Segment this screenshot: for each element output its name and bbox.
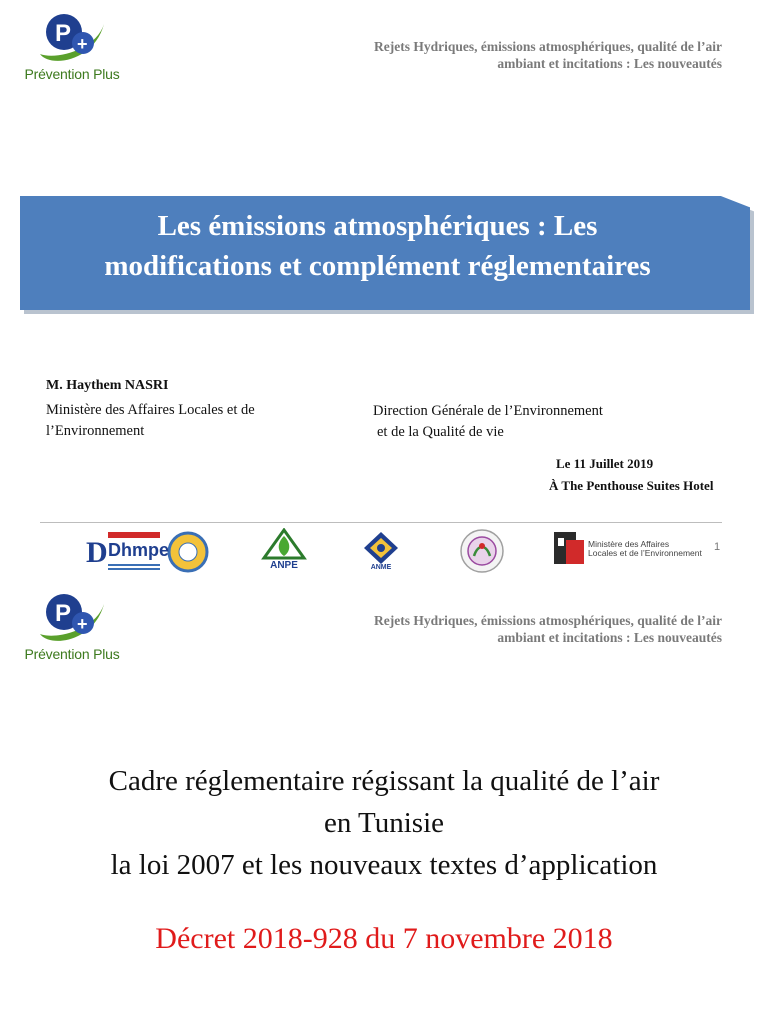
prevention-plus-logo [22, 10, 122, 90]
slide-header-title [302, 38, 722, 72]
author-organization [46, 400, 316, 442]
ministry-logo [552, 528, 702, 574]
banner-title-line: modifications et complément réglementaires [104, 250, 651, 282]
event-date: Le 11 Juillet 2019 [556, 456, 654, 471]
slide-header-title [302, 612, 722, 646]
svg-text:D: D [86, 536, 108, 569]
ministry-emblem-icon [552, 528, 586, 568]
dhmpe-logo [84, 528, 210, 574]
decree-reference: Décret 2018-928 du 7 novembre 2018 [155, 922, 613, 955]
author-org-line: Ministère des Affaires Locales et de [46, 402, 255, 418]
header-line: ambiant et incitations : Les nouveautés [497, 630, 722, 645]
direction-line: Direction Générale de l’Environnement [373, 403, 603, 419]
svg-text:P: P [55, 20, 72, 47]
divider [40, 522, 722, 523]
header-line: Rejets Hydriques, émissions atmosphériques, qualité de l’air [373, 39, 722, 54]
ministry-label-line: Ministère des Affaires [588, 539, 670, 549]
logo-text: Prévention Plus [24, 646, 120, 662]
prevention-plus-logo-icon [36, 590, 108, 646]
svg-text:P: P [55, 600, 72, 627]
anpe-label: ANPE [270, 560, 298, 571]
banner-title [20, 206, 735, 286]
ministry-label-line: Locales et de l’Environnement [588, 548, 702, 558]
emblem-logo-icon [458, 528, 506, 574]
emblem-logo [458, 528, 506, 574]
prevention-plus-logo-icon [36, 10, 108, 66]
slide2-title-line: la loi 2007 et les nouveaux textes d’application [110, 849, 658, 881]
slide2-title-line: en Tunisie [323, 807, 445, 839]
anme-logo-icon [358, 528, 404, 566]
dhmpe-label: Dhmpe [108, 540, 170, 560]
page-number: 1 [714, 541, 721, 553]
svg-text:+: + [77, 34, 88, 54]
direction-line: et de la Qualité de vie [377, 424, 504, 440]
ministry-label [588, 540, 702, 558]
header-line: Rejets Hydriques, émissions atmosphériques, qualité de l’air [373, 613, 722, 628]
author-name: M. Haythem NASRI [46, 378, 169, 393]
anme-label: ANME [370, 564, 392, 571]
svg-text:+: + [77, 614, 88, 634]
prevention-plus-logo [22, 590, 122, 670]
direction-generale [373, 401, 673, 443]
slide2-title [30, 760, 738, 886]
anpe-logo [258, 528, 310, 574]
banner-title-line: Les émissions atmosphériques : Les [157, 210, 598, 242]
anme-logo [358, 528, 404, 574]
header-line: ambiant et incitations : Les nouveautés [497, 56, 722, 71]
logo-text: Prévention Plus [24, 66, 120, 82]
event-venue: À The Penthouse Suites Hotel [549, 478, 714, 493]
slide2-title-line: Cadre réglementaire régissant la qualité de l’air [108, 765, 660, 797]
author-org-line: l’Environnement [46, 423, 145, 439]
